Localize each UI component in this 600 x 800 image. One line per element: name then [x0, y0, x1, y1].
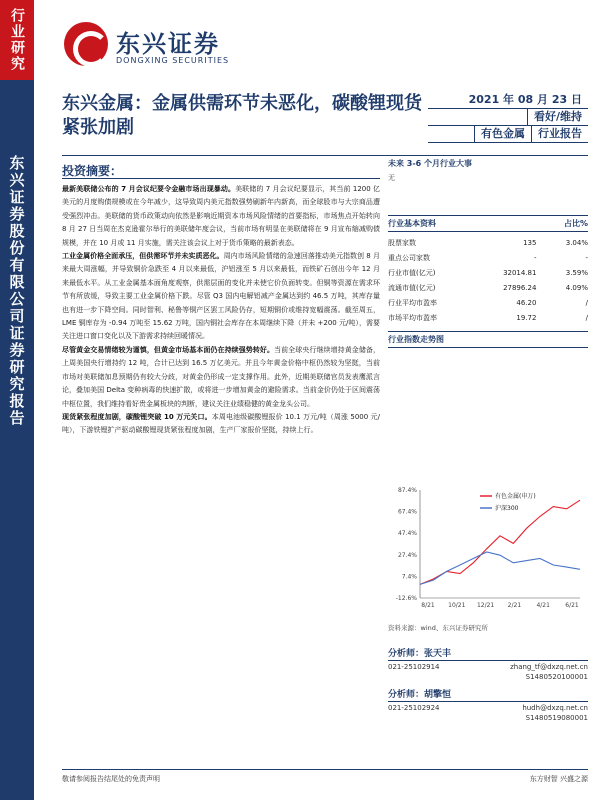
chart-heading-label: 行业指数走势图 [388, 335, 444, 344]
chart-heading [388, 331, 588, 348]
basic-info-col: 占比% [563, 219, 588, 228]
index-chart [388, 480, 588, 635]
x-tick-label: 8/21 [421, 602, 435, 609]
table-row [388, 250, 588, 265]
paragraph [62, 250, 380, 344]
paragraph-lead: 现货紧张程度加剧，碳酸锂突破 10 万元关口。 [62, 412, 212, 421]
y-tick-label: 47.4% [397, 530, 417, 538]
paragraph-text: 美联储的 7 月会议纪要显示，其当前 1200 亿美元的月度购债规模或在今年减少，这导致周内美元指数强势刷新年内新高，而全球股市与大宗商品遭受强烈冲击。美联储的货币政策动向依然是影响近期资本市场风险情绪的首要指标，市场焦点开始转向 8 月 27 日当周在杰克逊霍尔举行的美联储年度会议，当前市场有明显在美联储将在 9 月宣布缩减购债规模，并在 10 月或 11 月实施，需关注该会议上对于货币策略的最新表态。 [62, 185, 380, 247]
sidebar-category [0, 0, 34, 80]
stat-pct: - [585, 253, 588, 262]
index-chart-svg [388, 480, 588, 620]
stat-value: 135 [523, 238, 537, 247]
paragraph-lead: 尽管黄金交易情绪较为谨慎，但黄金市场基本面仍在持续强势转好。 [62, 345, 275, 354]
footer-disclaimer: 敬请参阅报告结尾处的免责声明 [62, 775, 160, 783]
footer-slogan: 东方财智 兴盛之源 [529, 775, 588, 783]
series-line [420, 552, 580, 584]
stat-pct: 4.09% [565, 283, 588, 292]
paragraph [62, 183, 380, 250]
paragraph-lead: 最新美联储公布的 7 月会议纪要令金融市场出现暴动。 [62, 185, 236, 193]
y-tick-label: -12.6% [395, 595, 417, 602]
divider [62, 155, 588, 156]
sidebar-org [0, 80, 34, 800]
abstract-body [62, 183, 380, 438]
report-title: 东兴金属：金属供需环节未恶化，碳酸锂现货紧张加剧 [62, 93, 422, 138]
analyst-phone: 021-25102924 [388, 704, 440, 712]
logo-mark-icon [64, 22, 108, 66]
paragraph-text: 周内市场风险情绪的急速回落推动美元指数创 8 月来最大周涨幅，并导致铜价急跌至 4 月以来最低，沪铝涨至 5 月以来最低，而铁矿石创出今年 12 月来最低水平。从工业金属基本面角度观察，供需层面的变化并未使它价负面转变。但铜等资源在需求环节有所放缓，导致主要工业金属价格下跌。尽管 Q3 国内电解铝减产金属达到约 46.5 万吨，其库存量也有进一步下降空间。同时智利、秘鲁等铜产区罢工风险仍存，短期铜价或维持宽幅震荡。截至周五，LME 铜库存为 -0.94 万吨至 15.62 万吨，国内铜社会库存在本周继续下降（并未 +200 元/吨），需要关注进口窗口变化以及下游需求持续回暖情况。 [62, 252, 381, 341]
paragraph-text: 当前全球央行继续增持黄金储备，上周美国央行增持约 12 吨，合计已达到 16.5 万亿美元。并且今年黄金价格中枢仍然较为坚挺，当前市场对美联储加息预期仍有较大分歧，对黄金仍形成一定支撑作用。此外，近期美联储官员发表鹰派言论，叠加美国 Delta 变种病毒的快速扩散，或将进一步增加黄金的避险需求。当前金价仍处于区间震荡中枢位置，我们维持看好贵金属板块的判断，建议关注业绩稳健的黄金龙头公司。 [62, 345, 381, 408]
side-panel [388, 158, 588, 348]
table-row [388, 310, 588, 325]
divider [62, 178, 380, 179]
legend-label: 沪深300 [495, 505, 519, 512]
report-date: 2021 年 08 月 23 日 [468, 93, 582, 106]
logo-cn-text: 东兴证券 [116, 30, 220, 58]
table-row [388, 280, 588, 295]
y-tick-label: 87.4% [397, 487, 417, 494]
paragraph-text: 本周电池级碳酸锂报价 10.1 万元/吨（周涨 5000 元/吨），下游铁锂扩产驱动碳酸锂现货紧张程度加剧，生产厂家报价坚挺，持续上行。 [62, 412, 380, 435]
x-tick-label: 4/21 [536, 602, 550, 609]
paragraph [62, 411, 380, 438]
y-tick-label: 27.4% [397, 551, 417, 559]
table-row [388, 235, 588, 250]
x-tick-label: 6/21 [565, 602, 579, 609]
x-tick-label: 2/21 [507, 602, 522, 609]
stat-label: 市场平均市盈率 [388, 313, 437, 322]
analyst-cert-row [388, 714, 588, 722]
stat-label: 股票家数 [388, 238, 416, 247]
report-sector: 有色金属 [474, 126, 531, 142]
report-type: 行业报告 [531, 126, 588, 142]
paragraph-lead: 工业金属价格全面承压，但供需环节并未实质恶化。 [62, 252, 224, 261]
analyst-contact [388, 663, 588, 671]
analyst-cert-row [388, 673, 588, 681]
analyst-phone: 021-25102914 [388, 663, 440, 671]
logo-en-text: DONGXING SECURITIES [116, 56, 230, 65]
series-line [420, 500, 580, 584]
future-events-text: 无 [388, 174, 395, 182]
sidebar-org-label: 东兴证券股份有限公司证券研究报告 [7, 155, 26, 427]
abstract-heading: 投资摘要： [62, 164, 123, 178]
analyst [388, 646, 588, 681]
table-row [388, 295, 588, 310]
future-events-heading: 未来 3-6 个月行业大事 [388, 159, 473, 168]
stat-pct: 3.04% [565, 238, 588, 247]
report-meta [428, 92, 588, 143]
stat-value: 19.72 [516, 313, 537, 322]
stat-label: 重点公司家数 [388, 253, 430, 262]
stat-label: 行业平均市盈率 [388, 298, 437, 307]
footer-divider [62, 769, 588, 770]
sidebar-category-label: 行业研究 [9, 8, 25, 72]
basic-info-heading [388, 215, 588, 232]
basic-info-title: 行业基本资料 [388, 219, 436, 228]
stat-label: 流通市值(亿元) [388, 283, 436, 292]
legend-label: 有色金属(申万) [495, 493, 536, 500]
table-row [388, 265, 588, 280]
analyst-cert: S1480520100001 [525, 673, 588, 681]
stat-value: 32014.81 [503, 268, 537, 277]
analysts-block [388, 640, 588, 722]
stat-pct: / [585, 313, 588, 322]
y-tick-label: 67.4% [397, 508, 417, 516]
stat-label: 行业市值(亿元) [388, 268, 436, 277]
chart-source: 资料来源：wind、东兴证券研究所 [388, 624, 488, 632]
x-tick-label: 12/21 [476, 602, 495, 609]
stat-value: - [533, 253, 537, 262]
company-logo [64, 22, 244, 74]
stat-pct: 3.59% [565, 268, 588, 277]
stat-pct: / [585, 298, 588, 307]
analyst-cert: S1480519080001 [525, 714, 588, 722]
stat-value: 46.20 [516, 298, 537, 307]
y-tick-label: 7.4% [401, 573, 417, 581]
report-rating: 看好/维持 [527, 109, 588, 125]
analyst-contact [388, 704, 588, 712]
stats-table [388, 235, 588, 325]
analyst-name: 分析师：张天丰 [388, 646, 588, 661]
analyst [388, 687, 588, 722]
stat-value: 27896.24 [503, 283, 537, 292]
analyst-email[interactable]: zhang_tf@dxzq.net.cn [510, 663, 588, 671]
x-tick-label: 10/21 [448, 602, 466, 609]
paragraph [62, 344, 380, 411]
analyst-email[interactable]: hudh@dxzq.net.cn [522, 704, 588, 712]
analyst-name: 分析师：胡擎恒 [388, 687, 588, 702]
